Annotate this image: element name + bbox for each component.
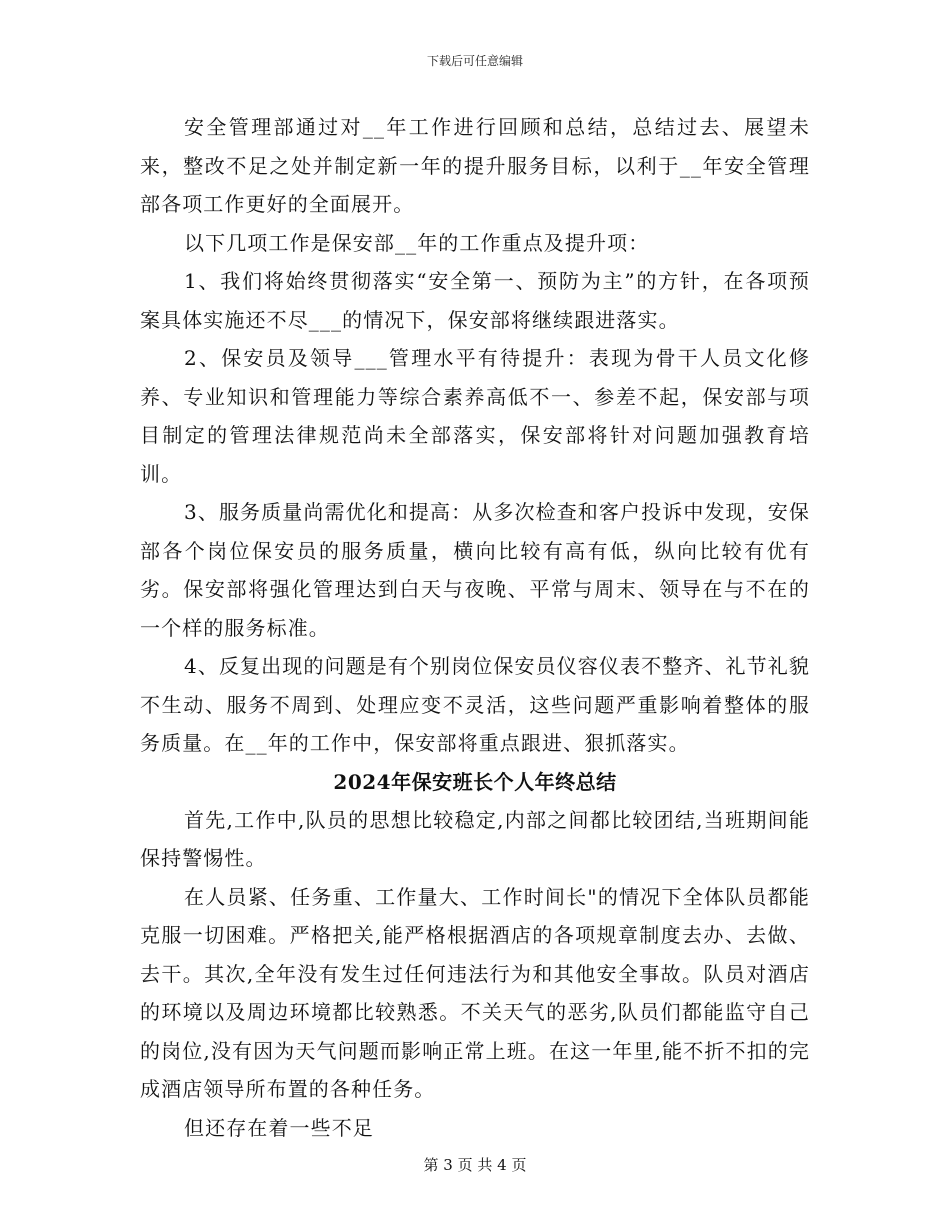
- paragraph-key-points: 以下几项工作是保安部__年的工作重点及提升项：: [184, 230, 650, 255]
- document-body: [140, 108, 810, 1147]
- section-heading: 2024年保安班长个人年终总结: [333, 769, 617, 794]
- paragraph-summary-1: 首先,工作中,队员的思想比较稳定,内部之间都比较团结,当班期间能保持警惕性。: [140, 807, 810, 870]
- page-header-note: 下载后可任意编辑: [426, 54, 523, 68]
- paragraph-item-2: 2、保安员及领导___管理水平有待提升：表现为骨干人员文化修养、专业知识和管理能力等综合素养高低不一、参差不起，保安部与项目制定的管理法律规范尚未全部落实，保安部将针对问题加强教育培训。: [140, 346, 810, 486]
- paragraph-item-4: 4、反复出现的问题是有个别岗位保安员仪容仪表不整齐、礼节礼貌不生动、服务不周到、处理应变不灵活，这些问题严重影响着整体的服务质量。在__年的工作中，保安部将重点跟进、狠抓落实。: [140, 654, 810, 755]
- page-number: 第 3 页 共 4 页: [423, 1156, 527, 1174]
- paragraph-summary-2: 在人员紧、任务重、工作量大、工作时间长"的情况下全体队员都能克服一切困难。严格把关,能严格根据酒店的各项规章制度去办、去做、去干。其次,全年没有发生过任何违法行为和其他安全事故。队员对酒店的环境以及周边环境都比较熟悉。不关天气的恶劣,队员们都能监守自己的岗位,没有因为天气问题而影响正常上班。在这一年里,能不折不扣的完成酒店领导所布置的各种任务。: [140, 884, 810, 1101]
- paragraph-intro: 安全管理部通过对__年工作进行回顾和总结，总结过去、展望未来，整改不足之处并制定新一年的提升服务目标，以利于__年安全管理部各项工作更好的全面展开。: [140, 115, 810, 216]
- paragraph-summary-3: 但还存在着一些不足: [184, 1115, 374, 1140]
- paragraph-item-3: 3、服务质量尚需优化和提高：从多次检查和客户投诉中发现，安保部各个岗位保安员的服务质量，横向比较有高有低，纵向比较有优有劣。保安部将强化管理达到白天与夜晚、平常与周末、领导在与不在的一个样的服务标准。: [140, 500, 810, 640]
- paragraph-item-1: 1、我们将始终贯彻落实“安全第一、预防为主”的方针，在各项预案具体实施还不尽___的情况下，保安部将继续跟进落实。: [140, 269, 810, 332]
